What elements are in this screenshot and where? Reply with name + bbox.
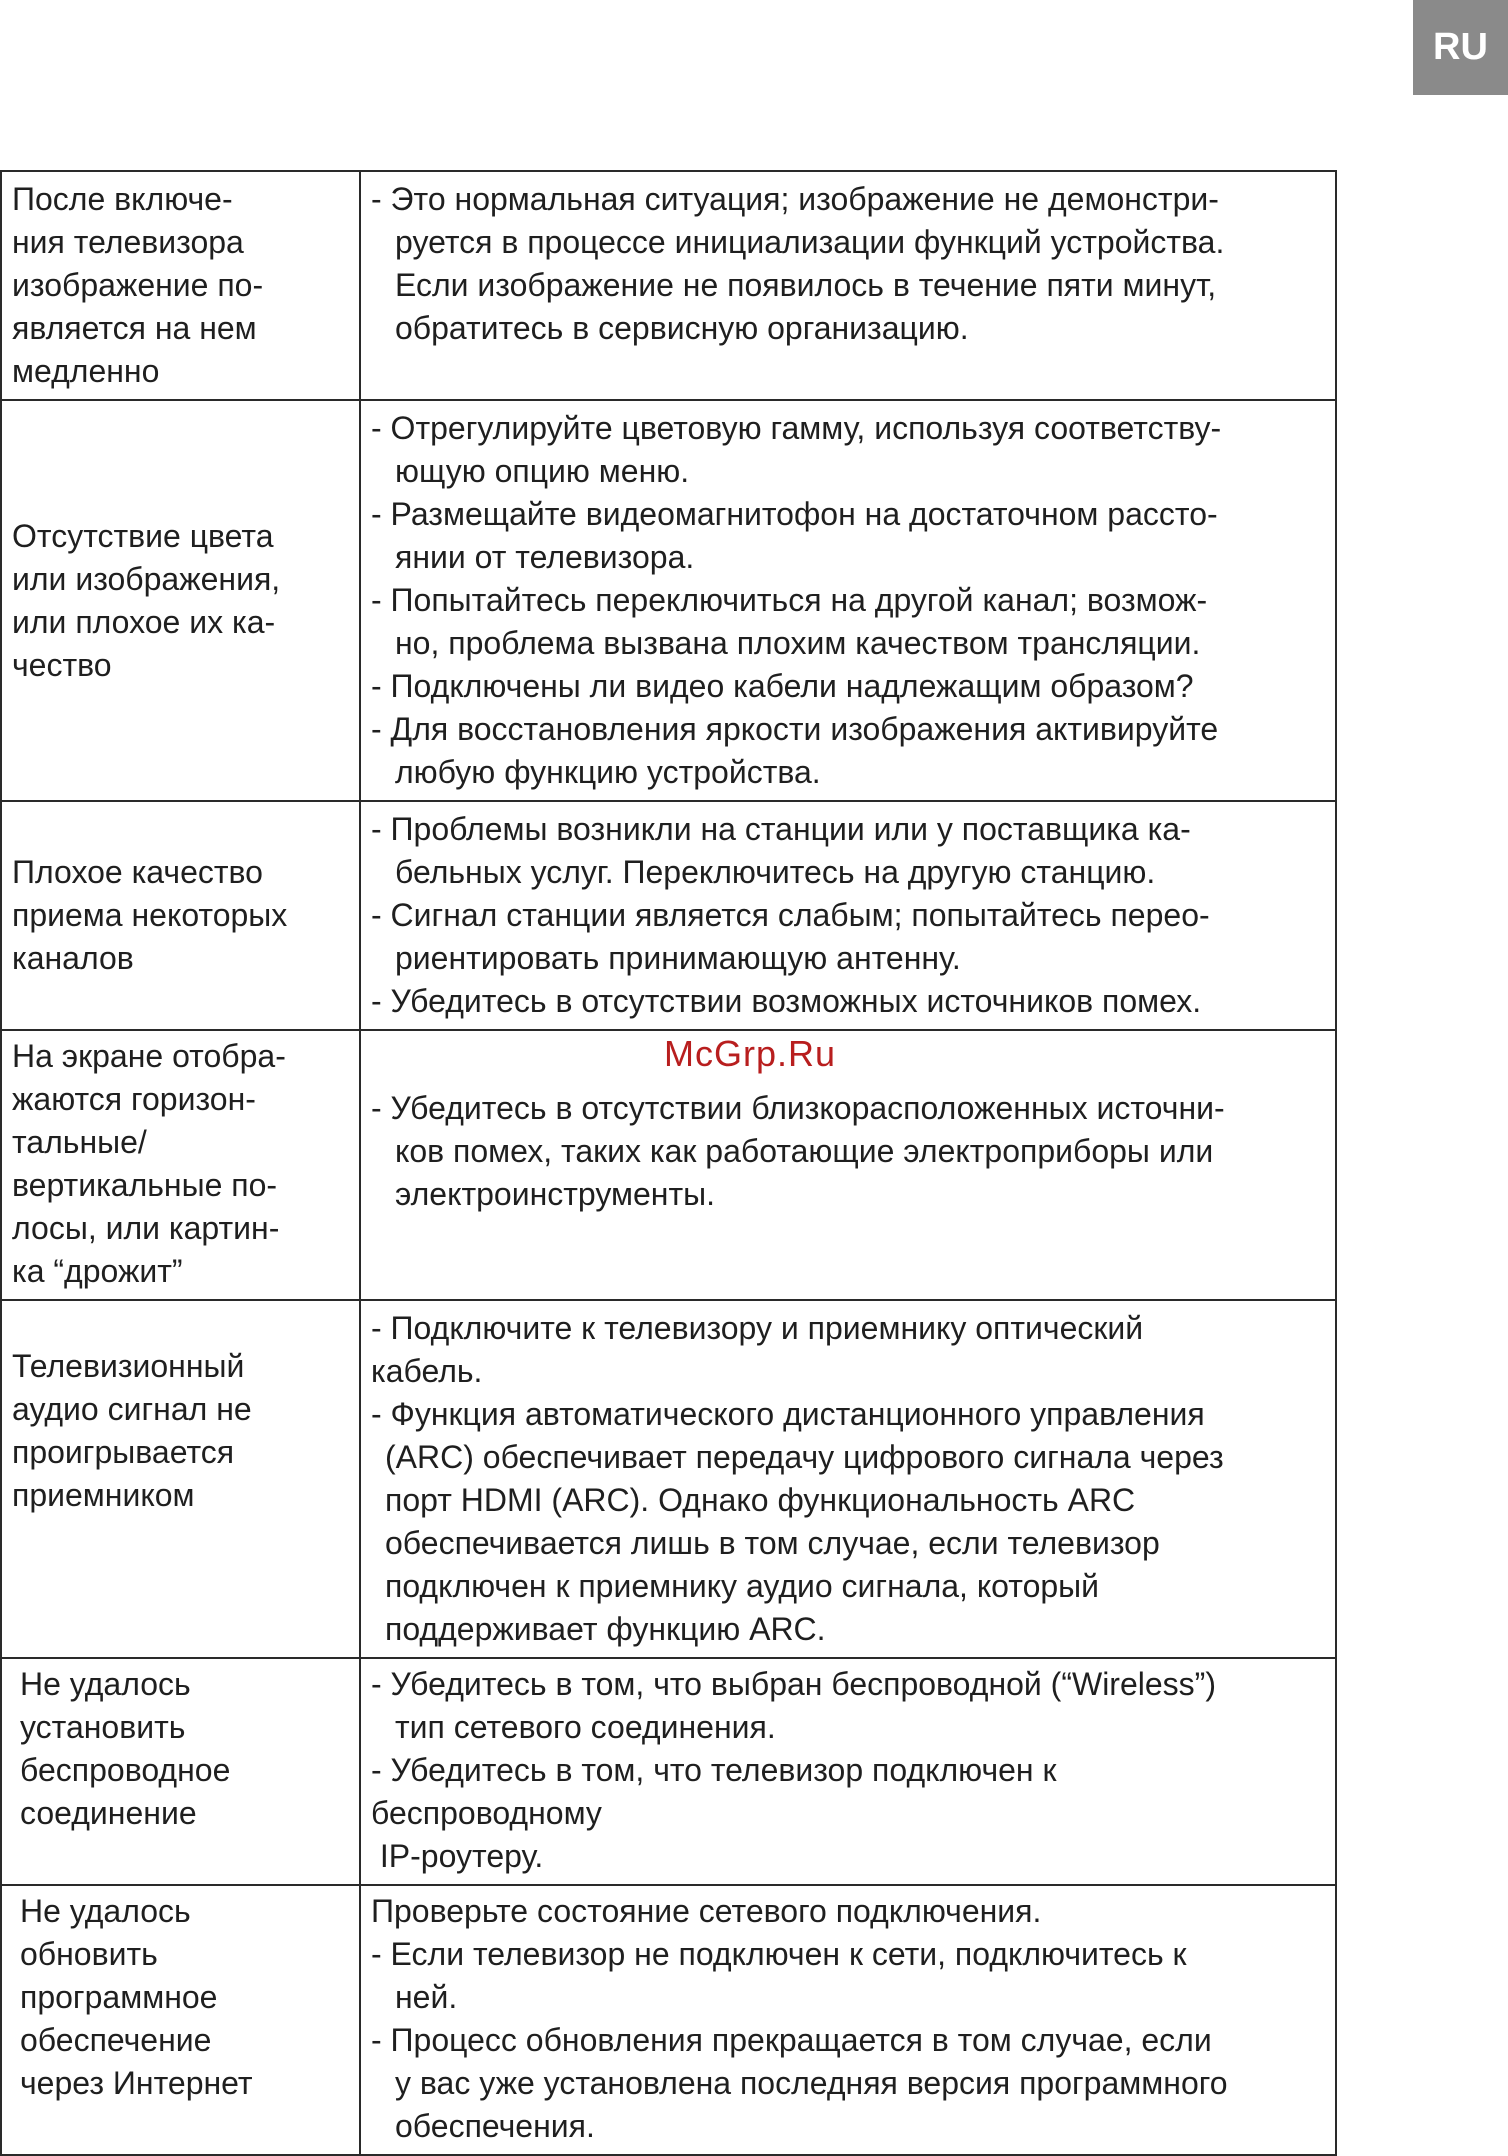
symptom-cell: [1, 171, 360, 400]
solution-line: - Убедитесь в том, что телевизор подключен к: [371, 1752, 1057, 1788]
solution-line: - Для восстановления яркости изображения активируйте: [371, 711, 1219, 747]
symptom-line: или изображения,: [12, 560, 281, 597]
solution-line: - Попытайтесь переключиться на другой канал; возмож-: [371, 582, 1208, 618]
symptom-line: изображение по-: [12, 267, 264, 303]
symptom-line: чество: [12, 646, 112, 683]
solution-line: риентировать принимающую антенну.: [395, 940, 961, 976]
solution-line: Проверьте состояние сетевого подключения.: [371, 1893, 1042, 1929]
solution-line: у вас уже установлена последняя версия программного: [395, 2065, 1228, 2101]
solution-cell: [360, 1030, 1336, 1300]
solution-cell: [360, 1300, 1336, 1658]
symptom-line: каналов: [12, 940, 134, 976]
solution-line: тип сетевого соединения.: [395, 1709, 776, 1745]
solution-line: янии от телевизора.: [395, 539, 695, 575]
solution-line: - Проблемы возникли на станции или у поставщика ка-: [371, 811, 1191, 847]
symptom-line: обеспечение: [20, 2022, 212, 2058]
solution-line: - Убедитесь в отсутствии возможных источников помех.: [371, 983, 1202, 1019]
symptom-cell: [1, 801, 360, 1030]
solution-line: ков помех, таких как работающие электроприборы или: [395, 1133, 1214, 1169]
solution-line: - Отрегулируйте цветовую гамму, используя соответству-: [371, 410, 1222, 446]
table-row: [1, 1300, 1336, 1658]
solution-line: - Убедитесь в отсутствии близкорасположенных источни-: [371, 1090, 1225, 1126]
symptom-line: медленно: [12, 353, 160, 389]
solution-line: обеспечивается лишь в том случае, если телевизор: [385, 1525, 1160, 1561]
solution-cell: [360, 1658, 1336, 1885]
solution-line: - Размещайте видеомагнитофон на достаточном рассто-: [371, 496, 1218, 532]
symptom-line: обновить: [20, 1936, 158, 1972]
symptom-line: через Интернет: [20, 2065, 253, 2101]
symptom-line: приема некоторых: [12, 897, 288, 933]
symptom-line: установить: [20, 1709, 186, 1745]
solution-cell: [360, 1885, 1336, 2155]
symptom-line: соединение: [20, 1795, 197, 1831]
symptom-line: ка “дрожит”: [12, 1253, 183, 1289]
symptom-cell: [1, 1300, 360, 1658]
symptom-line: аудио сигнал не: [12, 1391, 252, 1427]
symptom-cell: [1, 1658, 360, 1885]
symptom-line: После включе-: [12, 181, 233, 217]
solution-line: - Сигнал станции является слабым; попытайтесь перео-: [371, 897, 1210, 933]
solution-line: - Функция автоматического дистанционного управления: [371, 1396, 1205, 1432]
table-row: [1, 400, 1336, 801]
solution-line: - Убедитесь в том, что выбран беспроводной (“Wireless”): [371, 1666, 1216, 1702]
symptom-line: Отсутствие цвета: [12, 517, 274, 554]
solution-line: кабель.: [371, 1353, 483, 1389]
solution-cell: [360, 400, 1336, 801]
symptom-line: или плохое их ка-: [12, 603, 276, 640]
solution-line: обеспечения.: [395, 2108, 595, 2144]
solution-line: ющую опцию меню.: [395, 453, 690, 489]
symptom-line: беспроводное: [20, 1752, 231, 1788]
solution-line: любую функцию устройства.: [395, 754, 821, 790]
symptom-cell: [1, 1030, 360, 1300]
solution-line: беспроводному: [371, 1795, 602, 1831]
solution-line: Если изображение не появилось в течение пяти минут,: [395, 267, 1217, 303]
symptom-line: ния телевизора: [12, 224, 244, 260]
language-tab: RU: [1413, 0, 1508, 95]
table-row: [1, 1658, 1336, 1885]
symptom-line: жаются горизон-: [12, 1081, 256, 1117]
solution-line: обратитесь в сервисную организацию.: [395, 310, 969, 346]
solution-line: ней.: [395, 1979, 458, 2015]
solution-line: - Подключены ли видео кабели надлежащим образом?: [371, 668, 1194, 704]
solution-line: IP-роутеру.: [371, 1838, 544, 1874]
symptom-line: На экране отобра-: [12, 1038, 286, 1074]
symptom-line: Плохое качество: [12, 854, 263, 890]
symptom-cell: [1, 1885, 360, 2155]
solution-line: но, проблема вызвана плохим качеством трансляции.: [395, 625, 1201, 661]
symptom-line: тальные/: [12, 1124, 147, 1160]
solution-line: - Подключите к телевизору и приемнику оптический: [371, 1310, 1144, 1346]
watermark: McGrp.Ru: [664, 1033, 837, 1074]
solution-line: поддерживает функцию ARC.: [385, 1611, 826, 1647]
solution-line: порт HDMI (ARC). Однако функциональность ARC: [385, 1482, 1136, 1518]
solution-cell: [360, 801, 1336, 1030]
solution-cell: [360, 171, 1336, 400]
symptom-line: Не удалось: [20, 1893, 191, 1929]
symptom-line: Не удалось: [20, 1666, 191, 1702]
solution-line: бельных услуг. Переключитесь на другую станцию.: [395, 854, 1156, 890]
solution-line: руется в процессе инициализации функций устройства.: [395, 224, 1225, 260]
symptom-line: проигрывается: [12, 1434, 235, 1470]
symptom-line: лосы, или картин-: [12, 1210, 280, 1246]
symptom-line: вертикальные по-: [12, 1167, 278, 1203]
table-row: [1, 1885, 1336, 2155]
solution-line: - Процесс обновления прекращается в том случае, если: [371, 2022, 1212, 2058]
symptom-cell: [1, 400, 360, 801]
solution-line: подключен к приемнику аудио сигнала, который: [385, 1568, 1100, 1604]
solution-line: - Это нормальная ситуация; изображение не демонстри-: [371, 181, 1219, 217]
solution-line: (ARC) обеспечивает передачу цифрового сигнала через: [385, 1439, 1224, 1475]
solution-line: электроинструменты.: [395, 1176, 715, 1212]
solution-line: - Если телевизор не подключен к сети, подключитесь к: [371, 1936, 1187, 1972]
symptom-line: является на нем: [12, 310, 257, 346]
table-row: [1, 801, 1336, 1030]
symptom-line: программное: [20, 1979, 218, 2015]
table-row: [1, 171, 1336, 400]
symptom-line: приемником: [12, 1477, 195, 1513]
troubleshooting-table: [0, 170, 1337, 2156]
symptom-line: Телевизионный: [12, 1348, 245, 1384]
